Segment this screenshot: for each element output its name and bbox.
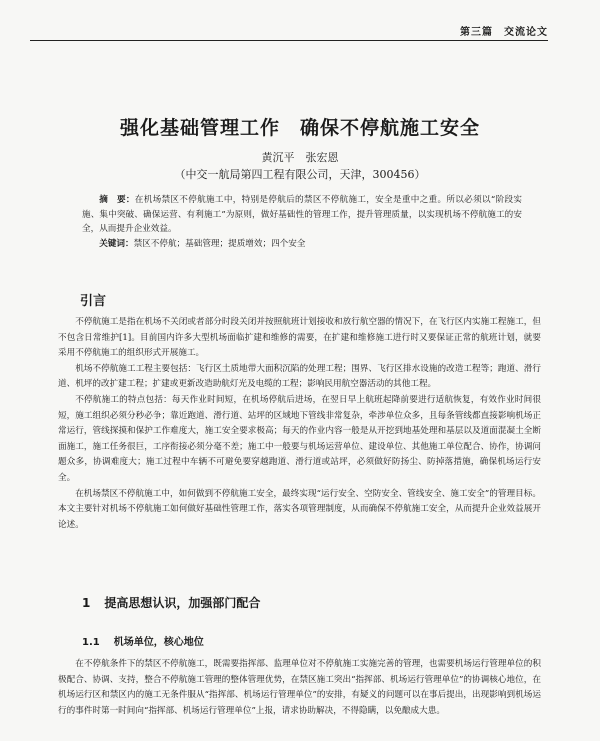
keywords-label: 关键词： <box>99 239 134 249</box>
paper-title: 强化基础管理工作 确保不停航施工安全 <box>119 117 480 139</box>
keywords <box>82 237 522 251</box>
intro-body <box>58 315 541 533</box>
abstract-label: 摘 要： <box>99 195 135 205</box>
section-1-1-heading <box>82 633 204 648</box>
abstract <box>82 193 522 237</box>
intro-paragraph: 不停航施工的特点包括：每天作业时间短，在机场停航后进场，在翌日早上航班起降前要进行适航恢复，有效作业时间很短，施工组织必须分秒必争；靠近跑道、滑行道、站坪的区域地下管线非常复杂，牵涉单位众多，且每条管线都直接影响机场正常运行，管线探摸和保护工作难度大，施工安全要求极高；每天的作业内容一般是从开挖到地基处理和基层以及道面混凝土全断面施工，施工任务很巨，工序衔接必须分毫不差；施工中一般要与机场运营单位、建设单位、其他施工单位配合、协作，协调问题众多，协调难度大；施工过程中车辆不可避免要穿越跑道、滑行道或站坪，必须做好防扬尘、防掉落措施，确保机场运行安全。 <box>58 394 541 483</box>
section-1-1-body <box>58 657 541 719</box>
header-rule <box>30 40 548 41</box>
section-1-heading <box>82 594 260 611</box>
intro-heading: 引言 <box>80 294 107 309</box>
section-title: 提高思想认识，加强部门配合 <box>104 596 261 610</box>
abstract-text: 在机场禁区不停航施工中，特别是停航后的禁区不停航施工，安全是重中之重。所以必须以“阶段实施、集中突破、确保运营、有利施工”为原则，做好基础性的管理工作，提升管理质量，以实现机场不停航施工的安全，从而提升企业效益。 <box>82 195 522 234</box>
section-number: 1 <box>82 596 91 610</box>
section-paragraph: 在不停航条件下的禁区不停航施工，既需要指挥部、监理单位对不停航施工实施完善的管理，也需要机场运行管理单位的积极配合、协调、支持，整合不停航施工管理的整体管理优势，在禁区施工突出“指挥部、机场运行管理单位”的协调核心地位，在机场运行区和禁区内的施工无条件服从“指挥部、机场运行管理单位”的安排，有疑义的问题可以在事后提出，出现影响到机场运行的事件时第一时间向“指挥部、机场运行管理单位”上报，请求协助解决，不得隐瞒，以免酿成大患。 <box>58 659 541 716</box>
section-number: 1.1 <box>82 637 100 648</box>
affiliation: （中交一航局第四工程有限公司，天津，300456） <box>174 168 426 181</box>
section-title: 机场单位，核心地位 <box>113 637 204 648</box>
intro-paragraph: 不停航施工是指在机场不关闭或者部分时段关闭并按照航班计划接收和放行航空器的情况下，在飞行区内实施工程施工，但不包含日常维护[1]。目前国内许多大型机场面临扩建和维修的需要，在扩建和维修施工进行时又要保证正常的航班计划，就要采用不停航施工的组织形式开展施工。 <box>58 317 541 359</box>
keywords-text: 禁区不停航；基础管理；提质增效；四个安全 <box>133 239 306 249</box>
intro-paragraph: 机场不停航施工工程主要包括：飞行区土质地带大面积沉陷的处理工程；围界、飞行区排水设施的改造工程等；跑道、滑行道、机坪的改扩建工程；扩建或更新改造助航灯光及电缆的工程；影响民用航空器活动的其他工程。 <box>58 363 541 390</box>
authors: 黄沉平 张宏恩 <box>261 151 339 164</box>
running-head: 第三篇 交流论文 <box>460 27 548 38</box>
intro-paragraph: 在机场禁区不停航施工中，如何做到不停航施工安全，最终实现“运行安全、空防安全、管线安全、施工安全”的管理目标。本文主要针对机场不停航施工如何做好基础性管理工作，落实各项管理制度，从而确保不停航施工安全，从而提升企业效益展开论述。 <box>58 488 541 530</box>
